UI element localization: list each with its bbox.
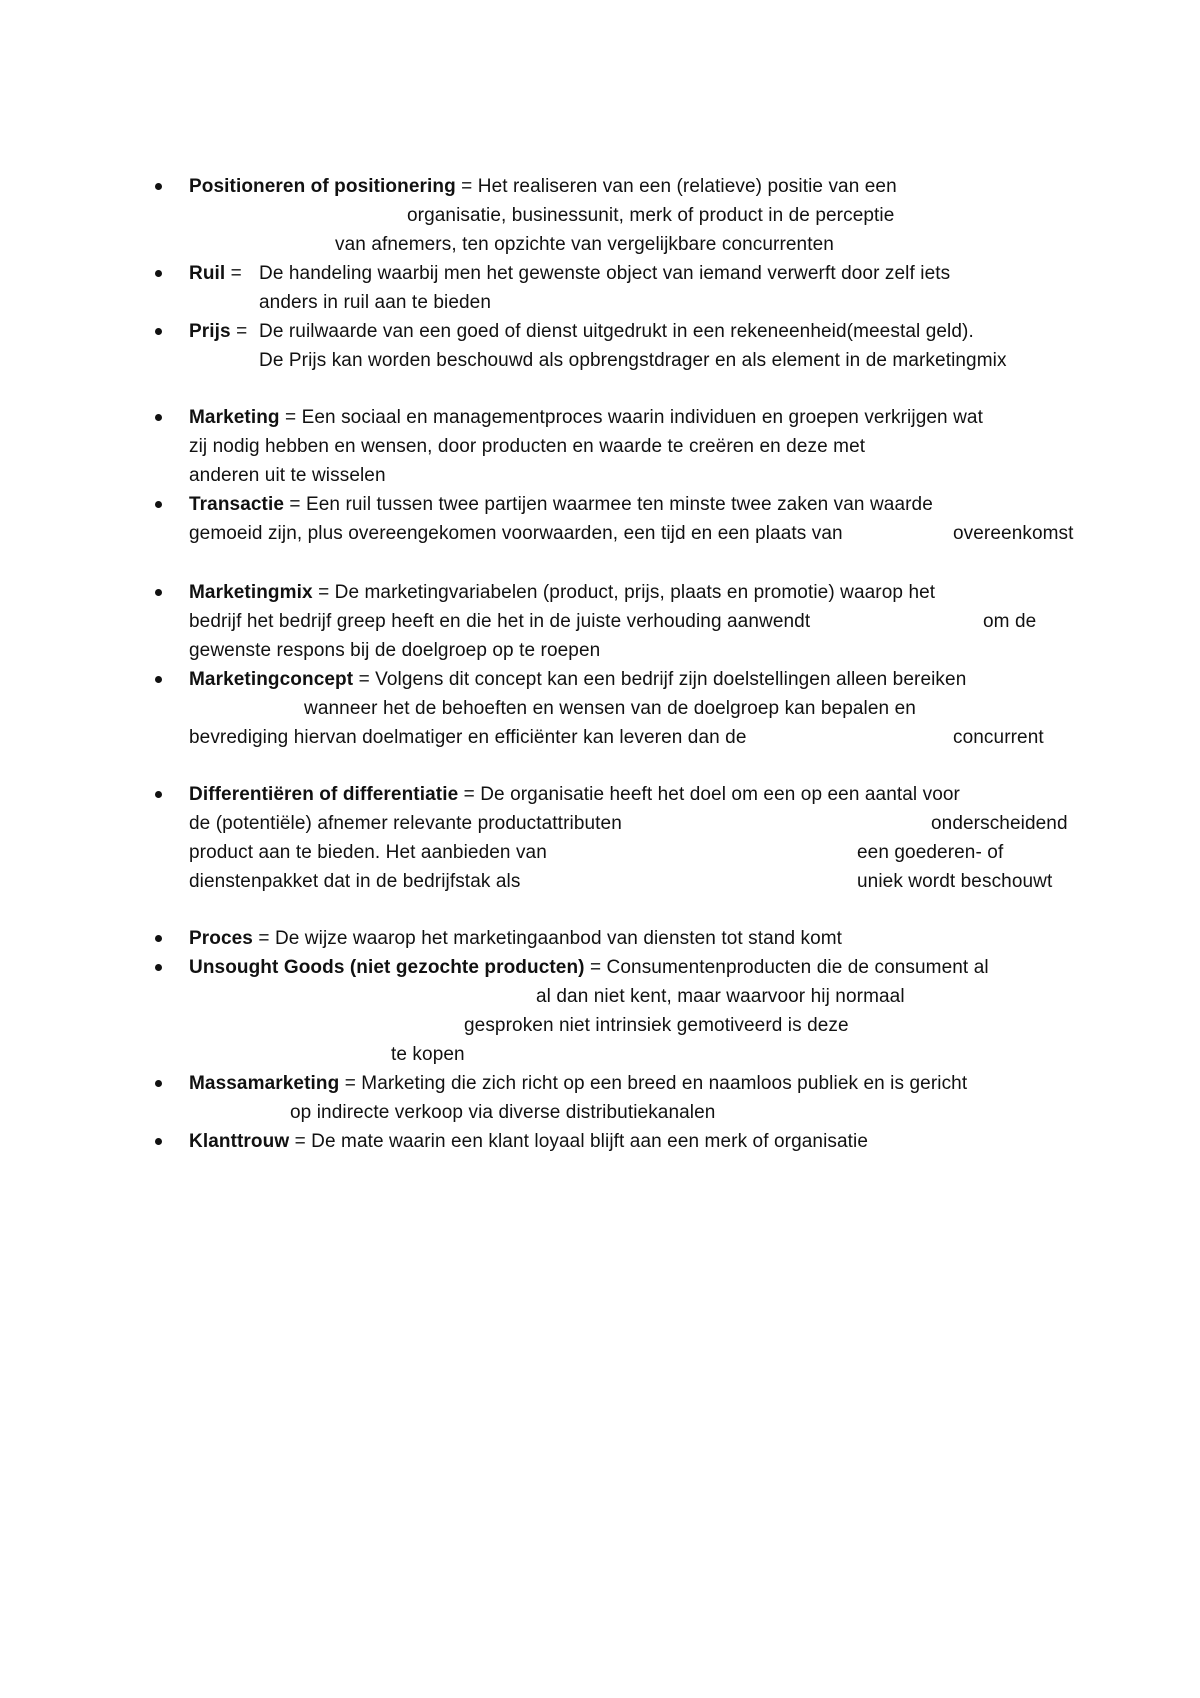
definition-line: om de [983, 611, 1037, 632]
definition-line: De Prijs kan worden beschouwd als opbrengstdrager en als element in de marketingmix [259, 350, 1007, 371]
definition-line: bedrijf het bedrijf greep heeft en die het in de juiste verhouding aanwendt [189, 611, 811, 632]
bullet-icon [155, 1080, 162, 1087]
term: Positioneren of positionering [189, 176, 456, 197]
term: Differentiëren of differentiatie [189, 784, 459, 805]
definition-line: De handeling waarbij men het gewenste object van iemand verwerft door zelf iets [259, 263, 951, 284]
definition-line: bevrediging hiervan doelmatiger en efficiënter kan leveren dan de [189, 727, 747, 748]
definition-text: = [230, 321, 248, 342]
definition-line: gewenste respons bij de doelgroep op te roepen [189, 640, 601, 661]
definition-text: = De organisatie heeft het doel om een op een aantal voor [458, 784, 960, 805]
term: Prijs [189, 321, 231, 342]
definition-line: uniek wordt beschouwt [857, 871, 1053, 892]
definition-line: onderscheidend [931, 813, 1068, 834]
term: Proces [189, 928, 253, 949]
bullet-icon [155, 935, 162, 942]
definition-line: product aan te bieden. Het aanbieden van [189, 842, 547, 863]
definition-line [189, 262, 242, 286]
term: Ruil [189, 263, 226, 284]
bullet-icon [155, 183, 162, 190]
bullet-icon [155, 964, 162, 971]
bullet-icon [155, 414, 162, 421]
term: Marketingconcept [189, 669, 354, 690]
definition-line: organisatie, businessunit, merk of product in de perceptie [407, 205, 895, 226]
definition-text: = De mate waarin een klant loyaal blijft aan een merk of organisatie [289, 1131, 869, 1152]
bullet-icon [155, 791, 162, 798]
definition-line: gemoeid zijn, plus overeengekomen voorwaarden, een tijd en een plaats van [189, 523, 843, 544]
definition-line [189, 406, 983, 430]
definition-line: anderen uit te wisselen [189, 465, 386, 486]
definition-text: = Volgens dit concept kan een bedrijf zijn doelstellingen alleen bereiken [353, 669, 967, 690]
definition-line [189, 668, 966, 692]
definition-text: = [225, 263, 242, 284]
definition-line: concurrent [953, 727, 1044, 748]
definition-line: een goederen- of [857, 842, 1004, 863]
definition-line: dienstenpakket dat in de bedrijfstak als [189, 871, 521, 892]
definition-line: anders in ruil aan te bieden [259, 292, 492, 313]
definition-line [189, 175, 897, 199]
term: Unsought Goods (niet gezochte producten) [189, 957, 585, 978]
definition-line [189, 956, 989, 980]
term: Massamarketing [189, 1073, 340, 1094]
definition-line: van afnemers, ten opzichte van vergelijkbare concurrenten [335, 234, 834, 255]
term: Transactie [189, 494, 284, 515]
definition-text: = De marketingvariabelen (product, prijs, plaats en promotie) waarop het [312, 582, 936, 603]
definition-line: te kopen [391, 1044, 465, 1065]
definition-text: = Het realiseren van een (relatieve) positie van een [455, 176, 897, 197]
definition-line [189, 1130, 868, 1154]
term: Klanttrouw [189, 1131, 290, 1152]
bullet-icon [155, 676, 162, 683]
definition-line [189, 927, 842, 951]
definition-text: = Een ruil tussen twee partijen waarmee ten minste twee zaken van waarde [284, 494, 933, 515]
bullet-icon [155, 328, 162, 335]
definition-text: = Een sociaal en managementproces waarin individuen en groepen verkrijgen wat [279, 407, 983, 428]
bullet-icon [155, 589, 162, 596]
term: Marketingmix [189, 582, 313, 603]
definition-line [189, 493, 933, 517]
definition-line: al dan niet kent, maar waarvoor hij normaal [536, 986, 905, 1007]
definition-line: overeenkomst [953, 523, 1074, 544]
definition-line: de (potentiële) afnemer relevante productattributen [189, 813, 622, 834]
definition-text: = Marketing die zich richt op een breed en naamloos publiek en is gericht [339, 1073, 968, 1094]
definition-text: = De wijze waarop het marketingaanbod van diensten tot stand komt [252, 928, 843, 949]
definition-line: op indirecte verkoop via diverse distributiekanalen [290, 1102, 716, 1123]
definition-line: gesproken niet intrinsiek gemotiveerd is deze [464, 1015, 849, 1036]
definition-line [189, 581, 935, 605]
definition-line: wanneer het de behoeften en wensen van de doelgroep kan bepalen en [304, 698, 916, 719]
definition-line: zij nodig hebben en wensen, door producten en waarde te creëren en deze met [189, 436, 866, 457]
definition-line: De ruilwaarde van een goed of dienst uitgedrukt in een rekeneenheid(meestal geld). [259, 321, 974, 342]
bullet-icon [155, 1138, 162, 1145]
bullet-icon [155, 270, 162, 277]
term: Marketing [189, 407, 280, 428]
definition-line [189, 320, 247, 344]
definition-line [189, 1072, 967, 1096]
definition-line [189, 783, 960, 807]
bullet-icon [155, 501, 162, 508]
definition-text: = Consumentenproducten die de consument al [584, 957, 989, 978]
